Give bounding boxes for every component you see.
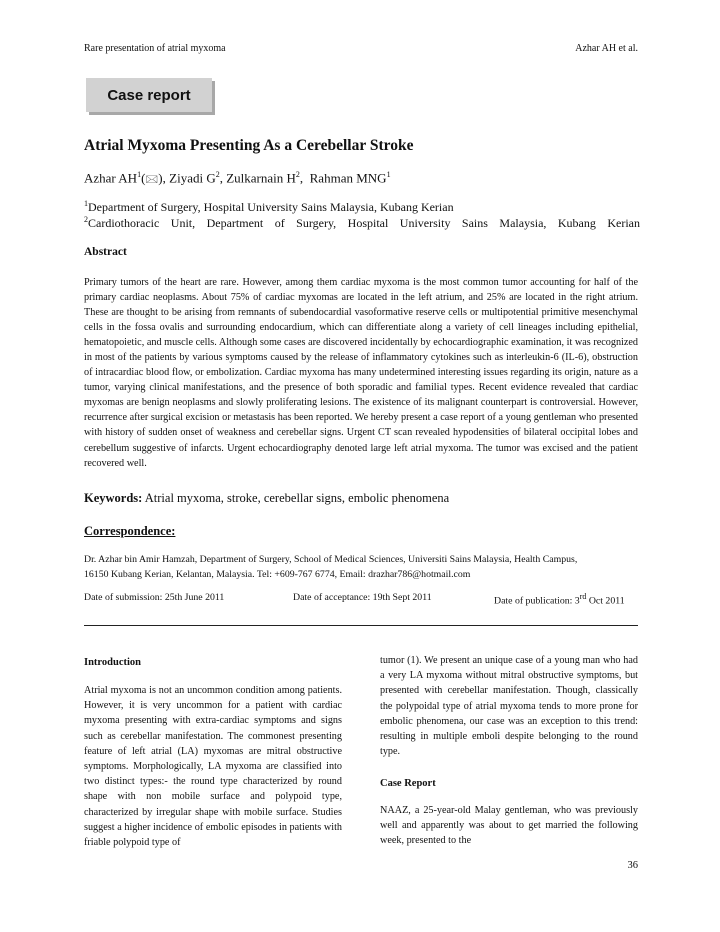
case-report-text: NAAZ, a 25-year-old Malay gentleman, who was previously well and apparently was about to get married the following week, presented to the (380, 805, 638, 847)
author-list: Azhar $AH^1(🖂)$, Ziyadi $G^2$, Zulkarnain $H^2$, Rahman MNG$^1$ (84, 170, 391, 186)
correspondence-text (84, 553, 644, 582)
running-title: Rare presentation of atrial myxoma (84, 43, 226, 54)
keywords (84, 491, 449, 506)
page-number: 36 (627, 860, 638, 871)
author-name: Zulkarnain H (226, 170, 296, 186)
affiliation-sup: 2 (84, 215, 88, 224)
introduction-text: Atrial myxoma is not an uncommon condition among patients. However, it is very uncommon for a patient with cardiac myxoma presenting with extra-cardiac symptoms and signs such as cerebellar manifestation. The commonest presenting feature of left atrial (LA) myxomas are mitral obstructive symptoms. Morphologically, LA myxoma are classified into two distinct types:- the round type characterized by round shape with non mobile surface and polypoid type, characterized by irregular shape with mobile surface. Studies suggest a higher incidence of embolic episodes in patients with friable polypoid type of (84, 685, 342, 849)
right-column-paragraph: tumor (1). We present an unique case of a young man who had a very LA myxoma without mitral obstructive symptoms, but presented with cerebellar manifestation. Though, classically the polypoidal type of atrial myxoma tends to more prone for embolic phenomena, our case was an exception to this trend: resulting in multiple emboli despite belonging to the round type. (380, 655, 638, 758)
correspondence-line: Dr. Azhar bin Amir Hamzah, Department of Surgery, School of Medical Sciences, Universiti Sains Malaysia, Health Campus, (84, 554, 578, 565)
author-name: Ziyadi G (169, 170, 216, 186)
keywords-text: Atrial myxoma, stroke, cerebellar signs, embolic phenomena (142, 491, 450, 505)
case-report-heading-text: Case Report (380, 778, 436, 789)
article-type-badge (86, 78, 212, 112)
envelope-icon[interactable]: 🖂 (145, 172, 159, 186)
author-name: Azhar AH (84, 170, 138, 186)
correspondence-heading: Correspondence: (84, 524, 176, 538)
running-authors: Azhar AH et al. (575, 43, 638, 54)
introduction-heading (84, 655, 342, 670)
affiliation-text: Cardiothoracic Unit, Department of Surgery, Hospital University Sains Malaysia, Kubang Kerian (88, 216, 640, 230)
author-name: Rahman MNG (309, 170, 387, 186)
date-publication-suffix: Oct 2011 (586, 595, 625, 607)
date-submission: Date of submission: 25th June 2011 (84, 592, 225, 603)
date-acceptance: Date of acceptance: 19th Sept 2011 (293, 592, 432, 603)
abstract-heading: Abstract (84, 246, 127, 258)
affiliation-sup: 1 (84, 199, 88, 208)
article-type-label: Case report (107, 86, 191, 104)
article-title: Atrial Myxoma Presenting As a Cerebellar Stroke (84, 137, 414, 154)
author-affiliation-sup: 2 (295, 170, 300, 179)
author-affiliation-sup: 1 (137, 170, 142, 179)
case-report-heading (380, 776, 638, 791)
date-publication-prefix: Date of publication: 3 (494, 595, 580, 607)
keywords-label: Keywords: (84, 491, 143, 505)
author-affiliation-sup: 2 (215, 170, 220, 179)
date-publication (494, 592, 625, 606)
section-divider (84, 625, 638, 626)
author-affiliation-sup: 1 (386, 170, 391, 179)
abstract-text: Primary tumors of the heart are rare. However, among them cardiac myxoma is the most common tumor accounting for half of the primary cardiac neoplasms. About 75% of cardiac myxomas are located in the left atrium, and 25% are located in the right atrium. These are thought to be arising from remnants of subendocardial vasoformative reserve cells or multipotential primitive mesenchymal cells in the fossa ovalis and surrounding endocardium, which can differentiate along a variety of cell lineages including epithelial, hematopoietic, and muscle cells. Although some cases are discovered incidentally by echocardiographic examination, it was recognized in most of the patients by various symptoms caused by the release of inflammatory cytokines such as interleukin-6 (IL-6), obstruction of intracardiac blood flow, or embolization. Cardiac myxoma has many undetermined interesting issues regarding its origin, nature as a tumor, varying clinical manifestations, and the presence of both sporadic and familial types. Recent evidence revealed that cardiac myxomas are benign neoplasms and slowly proliferating lesions. The existence of its malignant counterpart is controversial. However, recurrence after surgical excision or metastasis has been reported. We hereby present a case report of a young gentleman who presented with history of sudden onset of weakness and cerebellar signs. Urgent CT scan revealed hypodensities of bilateral occipital lobes and cerebellum suggestive of infarcts. Urgent echocardiography denoted large left atrial myxoma. The tumor was excised and the patient recovered well. (84, 277, 638, 469)
date-publication-ordinal: rd (579, 592, 587, 601)
affiliation-2 (84, 215, 640, 231)
affiliation-text: Department of Surgery, Hospital University Sains Malaysia, Kubang Kerian (88, 200, 454, 214)
affiliation-1 (84, 199, 640, 215)
introduction-heading-text: Introduction (84, 657, 141, 668)
correspondence-line: 16150 Kubang Kerian, Kelantan, Malaysia. Tel: +609-767 6774, Email: drazhar786@hotmail.com (84, 568, 471, 580)
